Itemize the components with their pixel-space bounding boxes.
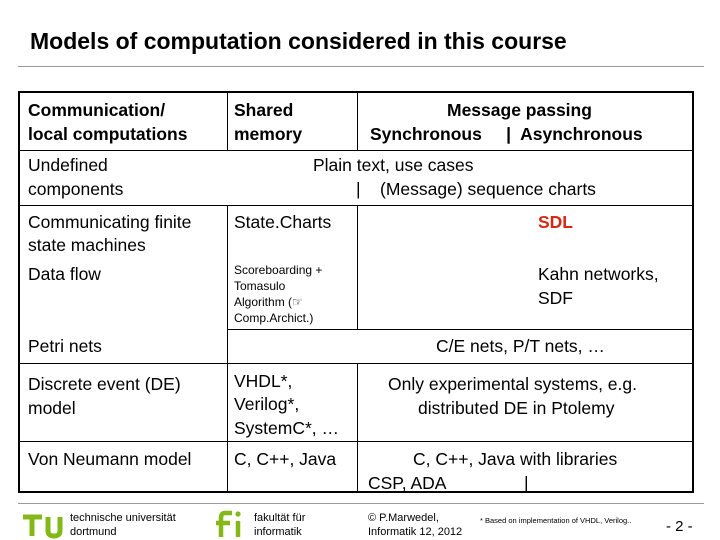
grid-line xyxy=(227,363,228,493)
row-label-de: model xyxy=(28,398,76,418)
row-label-vonneumann: Von Neumann model xyxy=(28,449,192,469)
cell-c-java-libraries: C, C++, Java with libraries xyxy=(413,449,618,469)
fi-logo xyxy=(214,509,246,539)
footer-copyright: Informatik 12, 2012 xyxy=(368,526,463,538)
header-communication: Communication/ xyxy=(28,100,166,120)
cell-petri-nets: C/E nets, P/T nets, … xyxy=(436,336,605,356)
cell-scoreboarding: Algorithm (☞ xyxy=(234,295,303,309)
page-number: - 2 - xyxy=(666,518,693,535)
cell-verilog: Verilog*, xyxy=(234,394,300,414)
footer-tu-name: technische universität xyxy=(70,512,176,524)
grid-line xyxy=(357,205,358,329)
cell-kahn-networks: Kahn networks, xyxy=(538,264,659,284)
footer-footnote: * Based on implementation of VHDL, Verilog.. xyxy=(480,516,632,525)
cell-scoreboarding: Scoreboarding + xyxy=(234,263,323,277)
table-frame xyxy=(18,91,694,493)
row-label-petri: Petri nets xyxy=(28,336,102,356)
grid-line xyxy=(227,91,228,150)
cell-vhdl: VHDL*, xyxy=(234,371,293,391)
cell-plain-text: Plain text, use cases xyxy=(313,155,474,175)
slide-title: Models of computation considered in this course xyxy=(30,28,567,54)
row-label-de: Discrete event (DE) xyxy=(28,374,181,394)
cell-csp-ada-bar: | xyxy=(524,473,529,493)
cell-c-java: C, C++, Java xyxy=(234,449,337,469)
cell-experimental: Only experimental systems, e.g. xyxy=(388,374,637,394)
cell-sequence-charts: | (Message) sequence charts xyxy=(356,179,596,199)
row-label-cfsm: Communicating finite xyxy=(28,212,192,232)
grid-line xyxy=(357,91,358,150)
grid-line xyxy=(357,363,358,493)
footer-faculty: informatik xyxy=(254,526,302,538)
grid-line xyxy=(227,205,228,329)
cell-sdl: SDL xyxy=(538,212,573,232)
grid-line xyxy=(18,205,694,206)
row-label-undefined: Undefined xyxy=(28,155,108,175)
grid-line xyxy=(227,329,228,363)
footer-copyright: © P.Marwedel, xyxy=(368,512,439,524)
cell-systemc: SystemC*, … xyxy=(234,418,340,438)
header-shared-memory: Shared xyxy=(234,100,294,120)
grid-line xyxy=(18,150,694,151)
header-message-passing: Message passing xyxy=(447,100,592,120)
grid-line xyxy=(18,363,694,364)
header-shared-memory: memory xyxy=(234,124,303,144)
row-label-cfsm: state machines xyxy=(28,235,146,255)
cell-statecharts: State.Charts xyxy=(234,212,332,232)
footer-divider xyxy=(18,503,704,504)
header-communication: local computations xyxy=(28,124,188,144)
grid-line xyxy=(227,329,694,330)
cell-ptolemy: distributed DE in Ptolemy xyxy=(418,398,615,418)
footer-tu-name: dortmund xyxy=(70,526,117,538)
cell-sdf: SDF xyxy=(538,288,573,308)
footer-faculty: fakultät für xyxy=(254,512,306,524)
cell-csp-ada: CSP, ADA xyxy=(368,473,447,493)
header-sync-async: Synchronous | Asynchronous xyxy=(370,124,643,144)
row-label-undefined: components xyxy=(28,179,124,199)
cell-scoreboarding: Comp.Archict.) xyxy=(234,311,314,325)
grid-line xyxy=(18,441,694,442)
row-label-dataflow: Data flow xyxy=(28,264,101,284)
cell-scoreboarding: Tomasulo xyxy=(234,279,286,293)
tu-logo xyxy=(20,509,66,539)
title-divider xyxy=(18,66,704,67)
